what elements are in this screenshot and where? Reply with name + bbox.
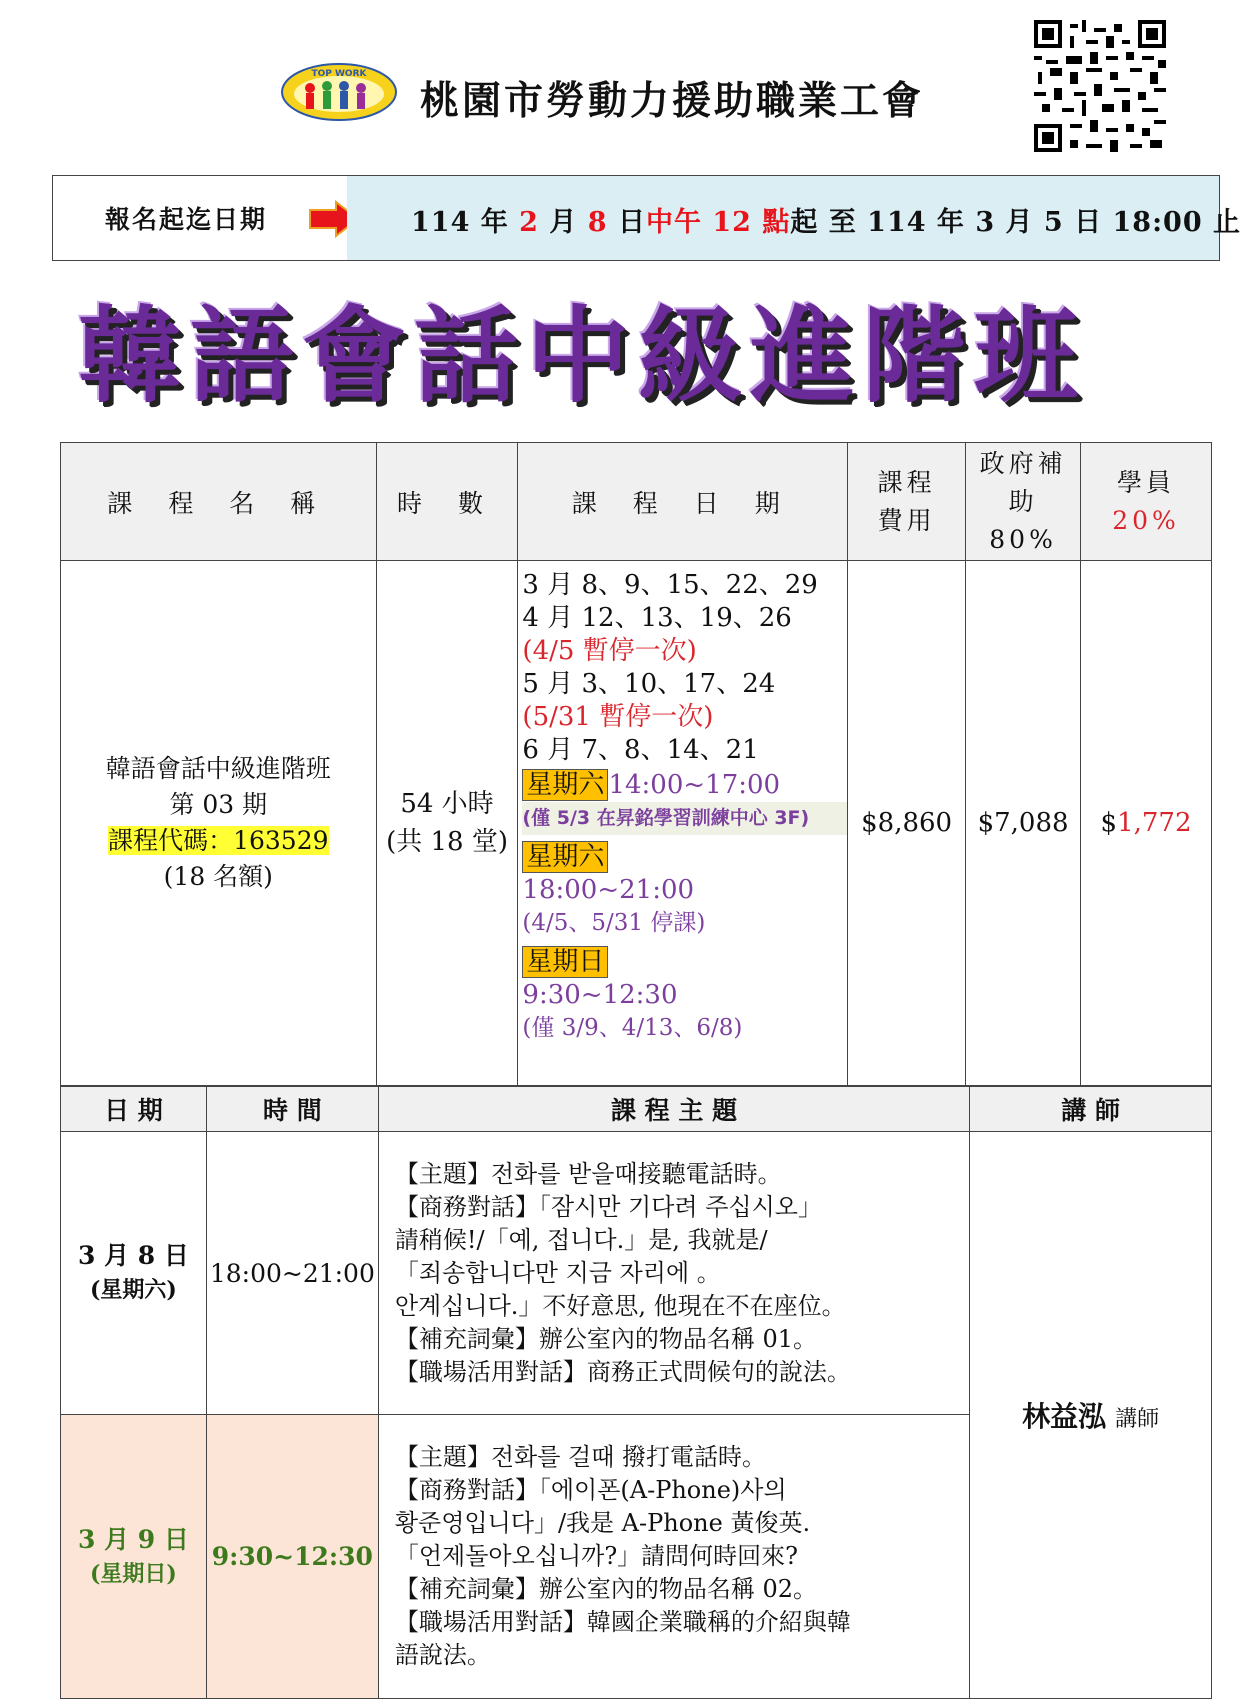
student-share-cell xyxy=(1081,561,1212,1086)
top-work-logo xyxy=(280,62,398,122)
course-title: 韓語會話中級進階班 xyxy=(78,295,1087,417)
course-term: 第 03 期 xyxy=(169,790,268,819)
time-sat-1: 14:00~17:00 xyxy=(608,770,781,800)
header-fee xyxy=(848,443,966,561)
topic-line: 【職場活用對話】韓國企業職稱的介紹與韓 xyxy=(394,1608,851,1636)
session-1-topic xyxy=(378,1132,969,1415)
header-time: 時 間 xyxy=(206,1087,378,1132)
header-fee-line-2: 費用 xyxy=(877,505,936,535)
dates-april: 4 月 12、13、19、26 xyxy=(522,603,792,633)
teacher-name: 林益泓 xyxy=(1022,1400,1107,1433)
topic-line: 【補充詞彙】辦公室內的物品名稱 01。 xyxy=(394,1324,818,1353)
topic-line: 황준영입니다」/我是 A-Phone 黃俊英. xyxy=(394,1509,811,1537)
note-sun: (僅 3/9、4/13、6/8) xyxy=(522,1015,743,1041)
topic-line: 안계십니다.」不好意思, 他現在不在座位。 xyxy=(394,1291,846,1320)
registration-period-part: 日 xyxy=(607,207,646,238)
time-sun: 9:30~12:30 xyxy=(522,980,678,1010)
weekday-badge-sat-2: 星期六 xyxy=(522,841,608,873)
header-hours: 時 數 xyxy=(376,443,518,561)
time-sat-2: 18:00~21:00 xyxy=(522,875,695,905)
student-share-value: 1,772 xyxy=(1117,808,1192,838)
registration-period-part: 8 xyxy=(587,207,608,238)
header-date: 日 期 xyxy=(61,1087,207,1132)
topic-line: 【職場活用對話】商務正式問候句的說法。 xyxy=(394,1357,851,1386)
session-1-date: 3 月 8 日 xyxy=(77,1241,189,1270)
session-2-weekday: (星期日) xyxy=(90,1560,177,1587)
header-subsidy xyxy=(966,443,1081,561)
hours-cell xyxy=(376,561,518,1086)
session-1-time: 18:00~21:00 xyxy=(206,1132,378,1415)
header-fee-line-1: 課程 xyxy=(877,467,936,497)
header-student-line-1: 學員 xyxy=(1117,467,1176,497)
fee-value: $8,860 xyxy=(848,561,966,1086)
topic-line: 【主題】전화를 받을때接聽電話時。 xyxy=(394,1159,782,1188)
course-name-cell xyxy=(61,561,377,1086)
header-subsidy-line-2: 助 xyxy=(1008,486,1038,516)
topic-line: 【主題】전화를 걸때 撥打電話時。 xyxy=(394,1443,767,1471)
topic-line: 「언제돌아오십니까?」請問何時回來? xyxy=(394,1542,799,1570)
session-2-date: 3 月 9 日 xyxy=(77,1524,189,1554)
course-quota: (18 名額) xyxy=(163,862,273,891)
header-course-name: 課 程 名 稱 xyxy=(61,443,377,561)
total-sessions: (共 18 堂) xyxy=(386,827,508,857)
session-1-weekday: (星期六) xyxy=(90,1277,177,1303)
session-2-date-cell xyxy=(61,1415,207,1699)
dates-may-note: (5/31 暫停一次) xyxy=(522,702,714,732)
session-1-date-cell xyxy=(61,1132,207,1415)
note-sat-1: (僅 5/3 在昇銘學習訓練中心 3F) xyxy=(522,802,847,835)
topic-line: 語說法。 xyxy=(394,1641,491,1669)
session-2-topic xyxy=(378,1415,969,1699)
header-topic: 課 程 主 題 xyxy=(378,1087,969,1132)
weekday-badge-sun: 星期日 xyxy=(522,946,608,978)
registration-label: 報名起迄日期 xyxy=(105,205,268,234)
dates-april-note: (4/5 暫停一次) xyxy=(522,636,697,666)
header-teacher: 講 師 xyxy=(970,1087,1212,1132)
teacher-suffix: 講師 xyxy=(1115,1407,1160,1432)
course-info-table xyxy=(60,442,1212,1086)
student-share-prefix: $ xyxy=(1100,808,1118,838)
registration-period-part: 月 xyxy=(538,207,588,238)
header-dates: 課 程 日 期 xyxy=(518,443,848,561)
course-code: 課程代碼：163529 xyxy=(108,826,329,855)
header-student-line-2: 20% xyxy=(1112,505,1180,535)
svg-text:TOP WORK: TOP WORK xyxy=(311,69,367,79)
topic-line: 「죄송합니다만 지금 자리에 。 xyxy=(394,1258,721,1287)
dates-june: 6 月 7、8、14、21 xyxy=(522,735,759,765)
registration-period-part: 中午 12 點 xyxy=(645,207,791,238)
registration-period-bar xyxy=(52,175,1241,261)
note-sat-2: (4/5、5/31 停課) xyxy=(522,910,706,936)
registration-label-cell xyxy=(53,176,348,260)
subsidy-value: $7,088 xyxy=(966,561,1081,1086)
header-subsidy-line-1: 政府補 xyxy=(979,448,1067,478)
header-student-share xyxy=(1081,443,1212,561)
registration-period xyxy=(411,200,1241,239)
registration-period-part: 起 至 114 年 3 月 5 日 18:00 止 xyxy=(790,207,1241,238)
schedule-table xyxy=(60,1086,1212,1699)
topic-line: 【商務對話】「잠시만 기다려 주십시오」 xyxy=(394,1192,822,1221)
topic-line: 【補充詞彙】辦公室內的物品名稱 02。 xyxy=(394,1575,818,1603)
qr-code[interactable] xyxy=(1034,20,1166,152)
registration-period-part: 114 年 xyxy=(411,207,520,238)
topic-line: 請稍候!/「예, 접니다.」是, 我就是/ xyxy=(394,1225,768,1254)
teacher-cell xyxy=(970,1132,1212,1699)
dates-may: 5 月 3、10、17、24 xyxy=(522,669,776,699)
session-2-time: 9:30~12:30 xyxy=(206,1415,378,1699)
header-subsidy-line-3: 80% xyxy=(989,524,1057,554)
registration-period-part: 2 xyxy=(519,207,539,238)
course-name: 韓語會話中級進階班 xyxy=(105,754,331,783)
dates-march: 3 月 8、9、15、22、29 xyxy=(522,570,818,600)
topic-line: 【商務對話】「에이폰(A-Phone)사의 xyxy=(394,1476,787,1504)
total-hours: 54 小時 xyxy=(400,789,494,819)
registration-value-cell xyxy=(347,176,1241,260)
dates-cell xyxy=(518,561,848,1086)
weekday-badge-sat-1: 星期六 xyxy=(522,769,608,801)
organization-name: 桃園市勞動力援助職業工會 xyxy=(420,78,925,124)
